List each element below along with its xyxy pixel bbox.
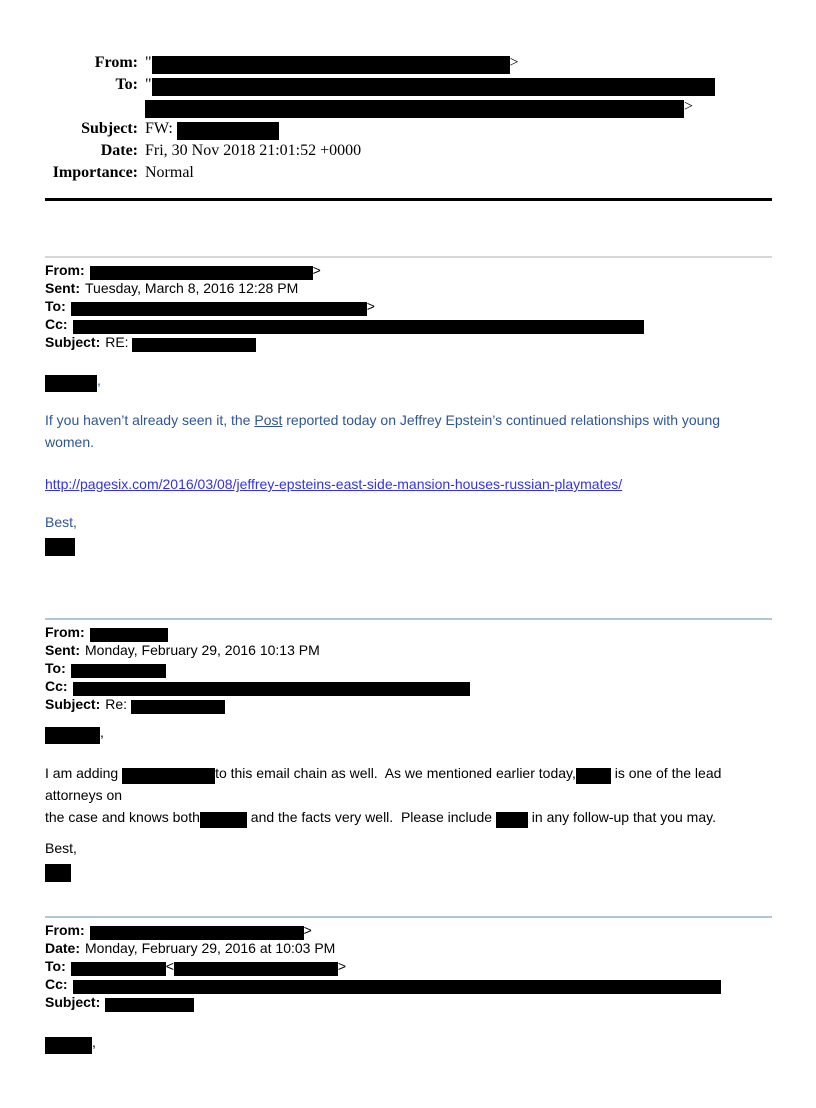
header-field-value xyxy=(145,118,772,140)
header-row xyxy=(45,140,772,162)
header-field-label: Subject: xyxy=(45,334,101,350)
text-run: in any follow-up that you may. xyxy=(527,809,716,825)
text-run: I am adding xyxy=(45,765,123,781)
header-field-value xyxy=(73,976,721,992)
text-run: > xyxy=(684,98,694,115)
underlined-text: Post xyxy=(254,412,283,428)
redaction-bar xyxy=(90,266,313,280)
email-document-page xyxy=(0,52,816,1108)
text-run: > xyxy=(312,262,321,278)
redaction-bar xyxy=(131,700,225,714)
text-run: > xyxy=(366,298,375,314)
header-field-label: Cc: xyxy=(45,976,68,992)
header-rule xyxy=(45,198,772,201)
header-field-value xyxy=(85,940,335,956)
header-field-value xyxy=(145,96,772,118)
header-field-label xyxy=(45,96,145,118)
header-field-label: Date: xyxy=(100,142,138,159)
text-run: " xyxy=(145,76,152,93)
email-1-signature xyxy=(45,533,772,555)
email-1 xyxy=(45,256,772,555)
text-run: Monday, February 29, 2016 10:13 PM xyxy=(85,642,320,658)
header-field-value xyxy=(145,162,772,184)
header-field-value xyxy=(85,642,320,658)
email-1-link-line xyxy=(45,473,772,495)
header-field-value xyxy=(71,660,166,676)
header-field-value xyxy=(105,334,256,350)
redaction-bar xyxy=(45,538,75,556)
header-field-value xyxy=(105,696,225,712)
header-row xyxy=(45,659,772,677)
header-field-value xyxy=(145,52,772,74)
header-row xyxy=(45,623,772,641)
text-run: < xyxy=(165,958,174,974)
redaction-bar xyxy=(145,100,684,118)
header-field-value xyxy=(145,74,772,96)
header-row xyxy=(45,921,772,939)
header-field-label: To: xyxy=(45,958,66,974)
header-row xyxy=(45,641,772,659)
header-field-label: Date: xyxy=(45,940,81,956)
text-run: > xyxy=(303,922,312,938)
email-1-header xyxy=(45,261,772,351)
header-field-value xyxy=(105,994,194,1010)
header-field-label: From: xyxy=(45,922,85,938)
header-field-label: From: xyxy=(45,262,85,278)
text-run: Tuesday, March 8, 2016 12:28 PM xyxy=(85,280,299,296)
header-row xyxy=(45,74,772,96)
redaction-bar xyxy=(73,682,470,696)
email-1-closing: Best, xyxy=(45,514,77,530)
header-field-label: Subject: xyxy=(45,696,101,712)
text-run: and the facts very well. Please include xyxy=(246,809,496,825)
pagesix-link[interactable]: http://pagesix.com/2016/03/08/jeffrey-epsteins-east-side-mansion-houses-russian-playmates/ xyxy=(45,476,623,492)
email-2-signature xyxy=(45,859,772,881)
email-3-header xyxy=(45,921,772,1011)
header-field-label: From: xyxy=(45,624,85,640)
redaction-bar xyxy=(45,727,100,744)
email-1-greeting xyxy=(45,369,772,391)
redaction-bar xyxy=(45,375,97,392)
header-field-label: Subject: xyxy=(45,994,101,1010)
header-row xyxy=(45,52,772,74)
header-field-label: Subject: xyxy=(81,120,138,137)
redaction-bar xyxy=(90,926,304,940)
header-field-value xyxy=(73,678,470,694)
header-field-value xyxy=(145,140,772,162)
redaction-bar xyxy=(71,664,166,678)
header-row xyxy=(45,333,772,351)
header-row xyxy=(45,96,772,118)
email-3-greeting xyxy=(45,1031,772,1053)
email-2-paragraph xyxy=(45,762,772,828)
text-run: Re: xyxy=(105,696,131,712)
header-field-value xyxy=(90,262,321,278)
redaction-bar xyxy=(73,320,644,334)
text-run: women. xyxy=(45,434,95,450)
header-row xyxy=(45,261,772,279)
header-row xyxy=(45,993,772,1011)
header-field-label: To: xyxy=(45,660,66,676)
redaction-bar xyxy=(45,864,71,882)
email-2-greeting xyxy=(45,721,772,743)
email-1-paragraph xyxy=(45,409,772,453)
text-run: Normal xyxy=(145,164,194,181)
redaction-bar xyxy=(105,998,194,1012)
header-field-value xyxy=(90,624,168,640)
redaction-bar xyxy=(132,338,256,352)
redaction-bar xyxy=(576,768,611,784)
header-field-value xyxy=(71,958,346,974)
section-divider xyxy=(45,256,772,258)
header-field-value xyxy=(73,316,644,332)
redaction-bar xyxy=(152,56,510,74)
header-row xyxy=(45,162,772,184)
header-field-label: To: xyxy=(45,298,66,314)
email-2-closing: Best, xyxy=(45,840,77,856)
header-field-value xyxy=(71,298,375,314)
header-field-label: Sent: xyxy=(45,642,80,658)
header-row xyxy=(45,297,772,315)
redaction-bar xyxy=(152,78,715,96)
forward-header xyxy=(45,52,772,184)
redaction-bar xyxy=(496,812,528,828)
email-2 xyxy=(45,618,772,881)
text-run: the case and knows both xyxy=(45,809,200,825)
text-run: RE: xyxy=(105,334,133,350)
text-run: If you haven’t already seen it, the xyxy=(45,412,255,428)
header-row xyxy=(45,975,772,993)
header-row xyxy=(45,315,772,333)
header-field-label: To: xyxy=(115,76,138,93)
section-divider xyxy=(45,618,772,620)
text-run: , xyxy=(97,372,101,388)
header-field-label: Sent: xyxy=(45,280,80,296)
redaction-bar xyxy=(73,980,721,994)
header-row xyxy=(45,677,772,695)
email-3 xyxy=(45,916,772,1053)
redaction-bar xyxy=(71,302,367,316)
header-field-label: Cc: xyxy=(45,678,68,694)
header-field-label: Cc: xyxy=(45,316,68,332)
text-run: to this email chain as well. As we mentioned earlier today, xyxy=(215,765,576,781)
header-row xyxy=(45,939,772,957)
redaction-bar xyxy=(177,122,279,140)
header-field-label: From: xyxy=(94,54,138,71)
text-run: , xyxy=(100,724,104,740)
header-field-label: Importance: xyxy=(52,164,138,181)
text-run: Fri, 30 Nov 2018 21:01:52 +0000 xyxy=(145,142,362,159)
text-run: reported today on Jeffrey Epstein’s continued relationships with young xyxy=(282,412,721,428)
header-row xyxy=(45,118,772,140)
text-run: > xyxy=(509,54,519,71)
text-run: FW: xyxy=(145,120,177,137)
header-row xyxy=(45,957,772,975)
email-2-header xyxy=(45,623,772,713)
text-run: is one of the lead attorneys on xyxy=(45,765,726,803)
redaction-bar xyxy=(122,768,215,784)
redaction-bar xyxy=(90,628,168,642)
redaction-bar xyxy=(200,812,247,828)
redaction-bar xyxy=(71,962,166,976)
header-row xyxy=(45,279,772,297)
header-field-value xyxy=(85,280,298,296)
header-row xyxy=(45,695,772,713)
text-run: , xyxy=(92,1034,96,1050)
header-field-value xyxy=(90,922,312,938)
section-divider xyxy=(45,916,772,918)
text-run: > xyxy=(337,958,347,974)
text-run: " xyxy=(145,54,152,71)
text-run: Monday, February 29, 2016 at 10:03 PM xyxy=(85,940,336,956)
redaction-bar xyxy=(45,1037,92,1054)
redaction-bar xyxy=(174,962,338,976)
